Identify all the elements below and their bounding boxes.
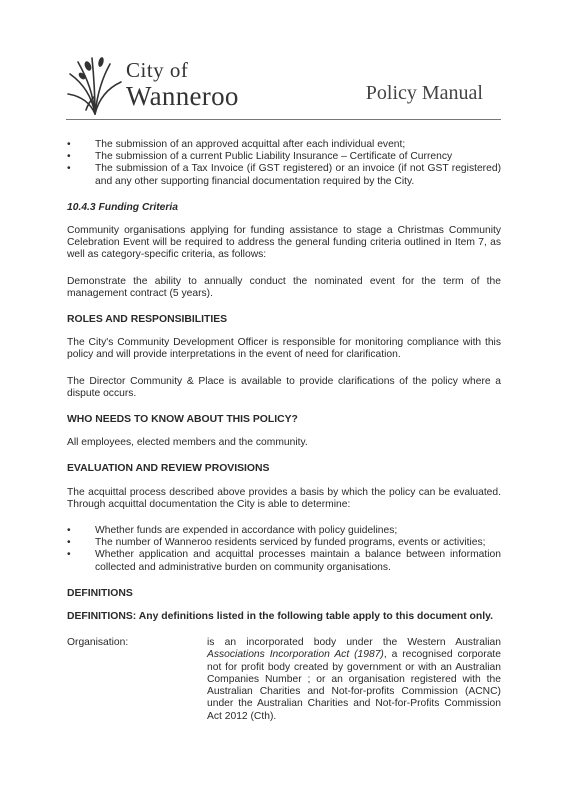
evaluation-heading: EVALUATION AND REVIEW PROVISIONS [67, 463, 270, 475]
definition-act-name: Associations Incorporation Act (1987) [207, 649, 384, 661]
grass-tree-logo-icon [66, 52, 124, 116]
funding-criteria-heading: 10.4.3 Funding Criteria [67, 201, 179, 213]
list-item: • Whether funds are expended in accordance with policy guidelines; [67, 525, 501, 537]
list-item: • Whether application and acquittal processes maintain a balance between information collected and administrative burden on community organisations. [67, 549, 501, 573]
list-item: • The submission of a current Public Liability Insurance – Certificate of Currency [67, 151, 501, 163]
definition-text: , a recognised corporate not for profit body created by government or with an Australian Companies Number ; or an organisation registered with the Australian Charities and Not-for-profits Commission (ACNC) under the Australian Charities and Not-for-Profits Commission Act 2012 (Cth). [207, 649, 502, 722]
document-body [67, 139, 501, 727]
roles-paragraph: The City's Community Development Officer is responsible for monitoring compliance with this policy and will provide interpretations in the event of need for clarification. [67, 337, 501, 361]
logo-wanneroo: Wanneroo [126, 81, 239, 111]
definition-description [207, 637, 501, 722]
header-divider [66, 119, 501, 120]
city-logo [66, 52, 276, 116]
definition-term: Organisation: [67, 637, 129, 649]
roles-paragraph: The Director Community & Place is available to provide clarifications of the policy where a dispute occurs. [67, 375, 501, 399]
definition-row [67, 637, 501, 727]
policy-manual-title: Policy Manual [365, 82, 483, 104]
roles-heading: ROLES AND RESPONSIBILITIES [67, 314, 228, 326]
who-needs-to-know-heading: WHO NEEDS TO KNOW ABOUT THIS POLICY? [67, 414, 298, 426]
logo-city-of: City of [126, 58, 189, 82]
evaluation-paragraph: The acquittal process described above provides a basis by which the policy can be evaluated. Through acquittal documentation the City is able to determine: [67, 486, 501, 510]
definitions-heading: DEFINITIONS [67, 587, 133, 599]
who-needs-to-know-paragraph: All employees, elected members and the community. [67, 437, 308, 449]
submission-bullet-list [67, 139, 501, 188]
definition-text: is an incorporated body under the Western Australian [207, 637, 501, 649]
list-item: • The submission of a Tax Invoice (if GST registered) or an invoice (if not GST registered) and any other supporting financial documentation required by the City. [67, 163, 501, 187]
list-item: • The number of Wanneroo residents serviced by funded programs, events or activities; [67, 537, 501, 549]
funding-criteria-paragraph: Demonstrate the ability to annually conduct the nominated event for the term of the management contract (5 years). [67, 275, 501, 299]
definitions-lead: DEFINITIONS: Any definitions listed in the following table apply to this document only. [67, 611, 494, 623]
funding-criteria-paragraph: Community organisations applying for funding assistance to stage a Christmas Community Celebration Event will be required to address the general funding criteria outlined in Item 7, as well as category-specific criteria, as follows: [67, 225, 501, 261]
evaluation-bullet-list [67, 525, 501, 574]
list-item: • The submission of an approved acquittal after each individual event; [67, 139, 501, 151]
